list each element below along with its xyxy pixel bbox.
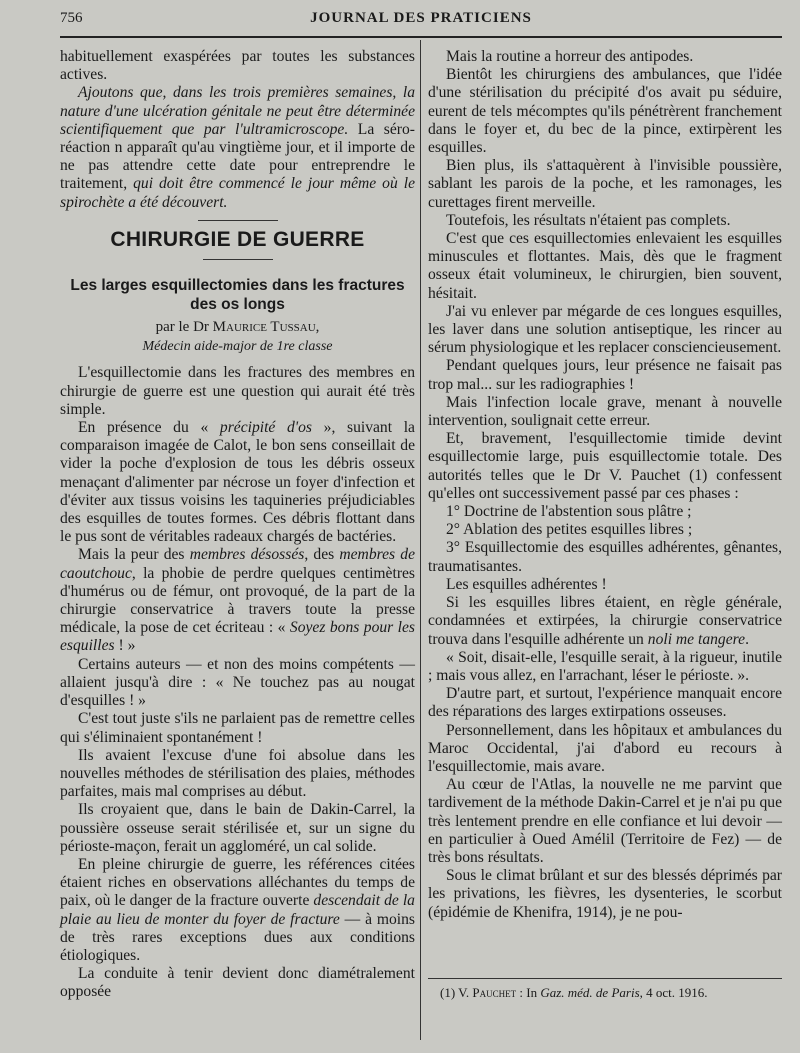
left-column [60,48,415,1002]
italic-text: précipité d'os [219,419,312,437]
column-divider [420,40,421,1040]
page-number: 756 [60,10,83,26]
text: — à moins de très rares exceptions dues aux conditions étiologiques. [60,910,415,964]
paragraph: Les esquilles adhérentes ! [446,575,607,593]
paragraph: C'est que ces esquillectomies enlevaient les esquilles minuscules et flottantes. Mais, dès que le fragment osseux était volumineux, le chirurgien, bien souvent, hésitait. [428,230,782,302]
section-title: CHIRURGIE DE GUERRE [110,227,365,251]
paragraph: Mais la routine a horreur des antipodes. [446,48,694,65]
list-item: 1° Doctrine de l'abstention sous plâtre ; [446,503,692,521]
italic-text: qui doit être commencé le jour même où le spirochète a été découvert. [60,175,415,211]
footnote [440,985,780,1001]
paragraph: C'est tout juste s'ils ne parlaient pas de remettre celles qui s'éliminaient spontanément ! [60,710,415,746]
list-item: 2° Ablation des petites esquilles libres ; [446,521,693,539]
text: En présence du « [78,419,220,437]
article-title: Les larges esquillectomies dans les fractures des os longs [70,277,405,314]
text: Si les esquilles libres étaient, en règle générale, condamnées et extirpées, la chirurgie conservatrice trouva dans l'esquille adhérente un [428,594,782,648]
text: (1) V. [440,985,473,1000]
author-name: Maurice Tussau, [212,319,320,336]
italic-text: Ajoutons que, dans les trois premières semaines, la nature d'une ulcération génitale ne peut être déterminée scientifiquement que par l'ultramicroscope. [60,84,415,138]
author-affiliation: Médecin aide-major de 1re classe [142,339,333,355]
separator-rule [198,220,278,221]
right-column [428,48,782,922]
italic-text: membres désossés [189,546,305,564]
paragraph: Toutefois, les résultats n'étaient pas complets. [446,211,731,229]
journal-title: JOURNAL DES PRATICIENS [310,10,532,26]
text: , des [304,546,340,564]
footnote-author: Pauchet [472,985,517,1000]
paragraph: habituellement exaspérées par toutes les substances actives. [60,48,415,84]
paragraph-ajoutons [60,84,415,211]
paragraph: Bien plus, ils s'attaquèrent à l'invisible poussière, sablant les parois de la poche, et les ramonages, les curettages firent merveille. [428,157,782,211]
paragraph [428,594,782,649]
section-title-rule [203,259,273,260]
paragraph: Pendant quelques jours, leur présence ne faisait pas trop mal... sur les radiographies ! [428,357,782,393]
byline [60,318,415,336]
paragraph: J'ai vu enlever par mégarde de ces longues esquilles, les laver dans une solution antiseptique, les rincer au sérum physiologique et les replacer consciencieusement. [428,302,782,357]
text: », suivant la comparaison imagée de Calot, le bon sens conseillait de vider la poche d'explosion de tous les débris osseux menaçant d'alimenter par nécrose un foyer d'infection et d'éviter aux tissus voisins les taquineries préjudiciables des esquilles de toutes formes. Ces débris flottant dans le pus sont de véritables radeaux chargés de bactéries. [60,419,415,546]
paragraph: La conduite à tenir devient donc diamétralement opposée [60,965,415,1001]
header-rule [60,36,782,38]
paragraph: Personnellement, dans les hôpitaux et ambulances du Maroc Occidental, j'ai d'abord eu recours à l'esquillectomie, mais avare. [428,721,782,775]
paragraph: Ils croyaient que, dans le bain de Dakin-Carrel, la poussière osseuse serait stérilisée et, sur un signe du périoste-maçon, ferait un aggloméré, un cal solide. [60,801,415,855]
text: ! » [114,637,136,655]
text: , 4 oct. 1916. [639,985,708,1000]
paragraph: D'autre part, et surtout, l'expérience manquait encore des réparations des larges extirpations osseuses. [428,685,782,721]
paragraph [60,546,415,655]
byline-prefix: par le Dr [155,319,209,336]
italic-text: noli me tangere [647,630,746,648]
paragraph: Certains auteurs — et non des moins compétents — allaient jusqu'à dire : « Ne touchez pas au nougat d'esquilles ! » [60,655,415,710]
paragraph: Au cœur de l'Atlas, la nouvelle ne me parvint que tardivement de la méthode Dakin-Carrel et je n'ai pu que très lentement prendre en elle confiance et lui devoir — en particulier à Oued Amélil (Territoire de Fez) — de très bons résultats. [428,776,782,866]
text: . [745,630,749,648]
paragraph: Sous le climat brûlant et sur des blessés déprimés par les privations, les fièvres, les dysenteries, le scorbut (épidémie de Khenifra, 1914), je ne pou- [428,867,782,921]
paragraph: Bientôt les chirurgiens des ambulances, que l'idée d'une stérilisation du précipité d'os avait pu séduire, eurent de tels mécomptes qu'ils pénétrèrent franchement dans le foyer et, du bec de la pince, extirpèrent les esquilles. [428,66,782,157]
paragraph: Mais l'infection locale grave, menant à nouvelle intervention, soulignait cette erreur. [428,393,782,430]
paragraph [60,419,415,546]
text: , la phobie de perdre quelques centimètres d'humérus ou de fémur, ont provoqué, de la part de la chirurgie conservatrice à travers toute la presse médicale, la pose de cet écriteau : « [60,564,415,637]
paragraph: Et, bravement, l'esquillectomie timide devint esquillectomie large, puis esquillectomie totale. Des autorités telles que le Dr V. Pauchet (1) confessent qu'elles ont successivement passé par ces phases : [428,430,782,502]
italic-text: membres de caoutchouc [60,546,415,582]
paragraph: « Soit, disait-elle, l'esquille serait, à la rigueur, inutile ; mais vous allez, en l'arrachant, léser le périoste. ». [428,648,782,684]
italic-text: descendait de la plaie au lieu de monter du foyer de fracture [60,892,415,928]
italic-text: Soyez bons pour les esquilles [60,619,415,655]
text: Mais la peur des [78,546,190,564]
text: La séro-réaction n apparaît qu'au vingtième jour, et il importe de ne pas attendre cette date pour entreprendre le traitement, [60,120,415,193]
text: En pleine chirurgie de guerre, les références citées étaient riches en observations alléchantes du temps de paix, où le danger de la fracture ouverte [60,855,415,910]
paragraph: L'esquillectomie dans les fractures des membres en chirurgie de guerre est une question qui aurait été très simple. [60,364,415,418]
list-item: 3° Esquillectomie des esquilles adhérentes, gênantes, traumatisantes. [428,539,782,575]
italic-text: Gaz. méd. de Paris [540,985,640,1000]
text: : In [516,985,541,1000]
paragraph [60,856,415,965]
paragraph: Ils avaient l'excuse d'une foi absolue dans les nouvelles méthodes de stérilisation des plaies, méthodes parfaites, mais mal comprises au début. [60,746,415,801]
footnote-rule [428,978,782,979]
running-head [60,10,782,34]
